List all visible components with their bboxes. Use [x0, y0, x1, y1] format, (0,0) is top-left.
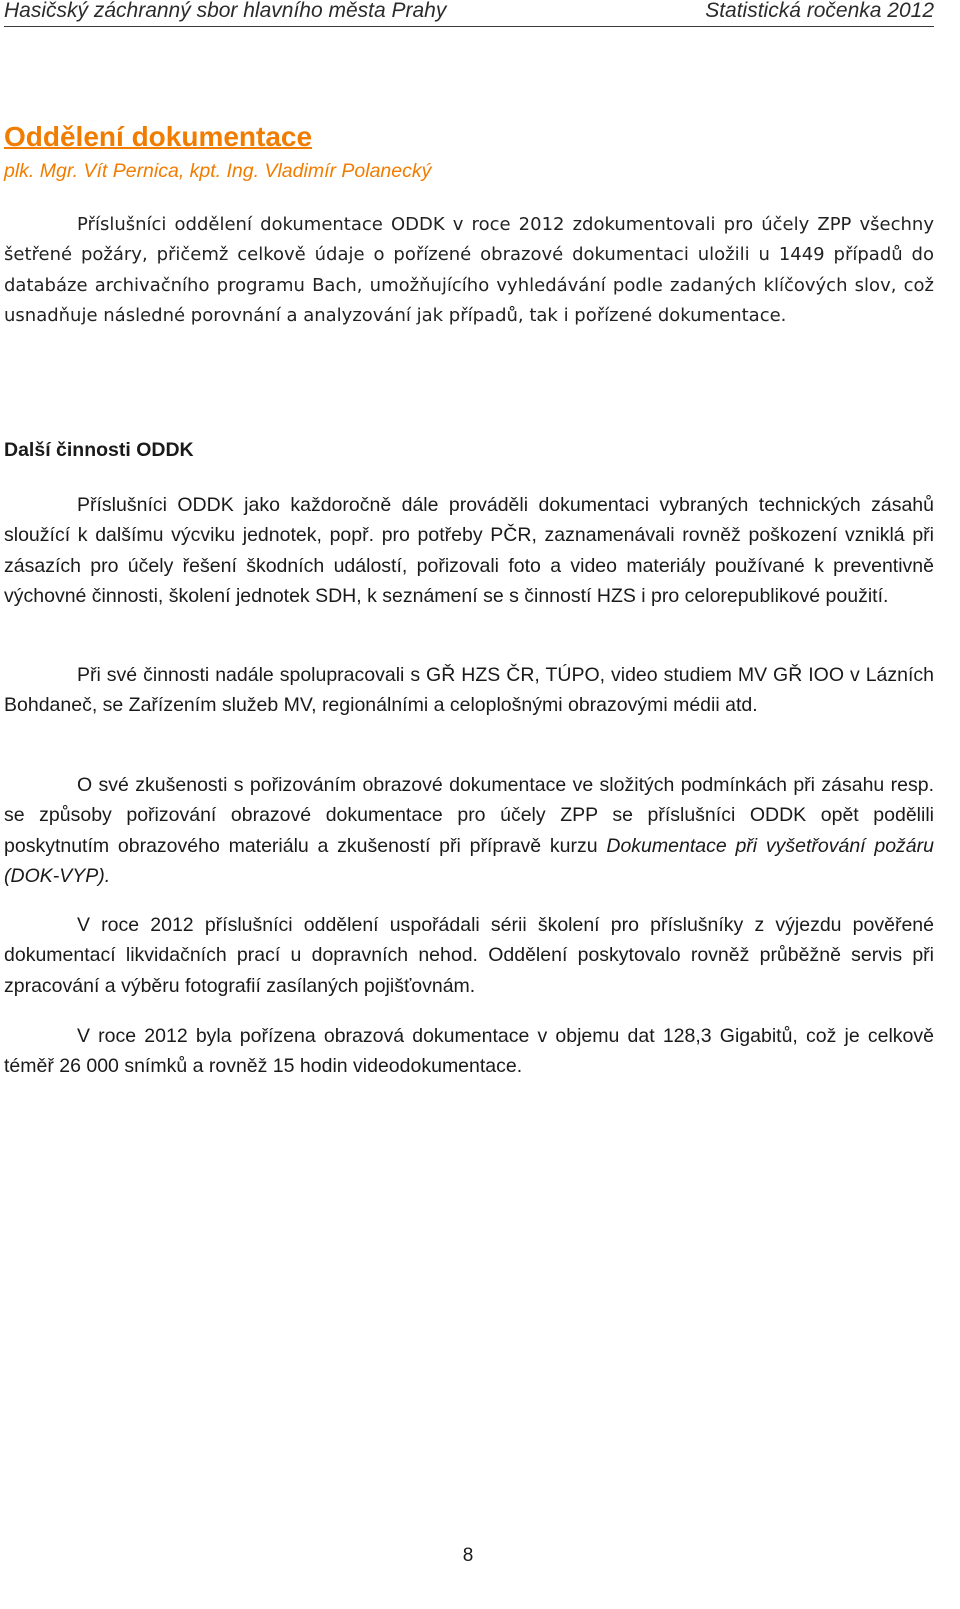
header-publication: Statistická ročenka 2012: [705, 0, 934, 22]
header-organization: Hasičský záchranný sbor hlavního města Prahy: [4, 0, 447, 22]
paragraph-training: V roce 2012 příslušníci oddělení uspořádali sérii školení pro příslušníky z výjezdu pověřené dokumentací likvidačních prací u dopravních nehod. Oddělení poskytovalo rovněž průběžně servis při zpracování a výběru fotografií zasílaných pojišťovnám.: [4, 914, 934, 997]
paragraph-experience: [4, 770, 934, 891]
page-number: 8: [462, 1545, 474, 1566]
paragraph-cooperation: Při své činnosti nadále spolupracovali s GŘ HZS ČR, TÚPO, video studiem MV GŘ IOO v Lázních Bohdaneč, se Zařízením služeb MV, regionálními a celoplošnými obrazovými médii atd.: [4, 664, 934, 717]
running-header: [4, 0, 934, 27]
paragraph-technical-interventions: Příslušníci ODDK jako každoročně dále prováděli dokumentaci vybraných technických zásahů sloužící k dalšímu výcviku jednotek, popř. pro potřeby PČR, zaznamenávali rovněž poškození vzniklá při zásazích pro účely řešení škodních událostí, pořizovali foto a video materiály používané k preventivně výchovné činnosti, školení jednotek SDH, k seznámení se s činností HZS i pro celorepublikové použití.: [4, 494, 934, 607]
paragraph-data-volume: V roce 2012 byla pořízena obrazová dokumentace v objemu dat 128,3 Gigabitů, což je celkově téměř 26 000 snímků a rovněž 15 hodin videodokumentace.: [4, 1025, 934, 1078]
section-title: Oddělení dokumentace: [4, 121, 313, 152]
subheading-other-activities: Další činnosti ODDK: [4, 439, 194, 461]
paragraph-experience-text: O své zkušenosti s pořizováním obrazové dokumentace ve složitých podmínkách při zásahu resp. se způsoby pořizování obrazové dokumentace pro účely ZPP se příslušníci ODDK opět podělili poskytnutím obrazového materiálu a zkušeností při přípravě kurzu: [4, 774, 934, 857]
section-authors: plk. Mgr. Vít Pernica, kpt. Ing. Vladimír Polanecký: [4, 160, 432, 182]
course-title: Dokumentace při vyšetřování požáru (DOK-VYP).: [4, 834, 934, 887]
intro-paragraph: Příslušníci oddělení dokumentace ODDK v roce 2012 zdokumentovali pro účely ZPP všechny šetřené požáry, přičemž celkově údaje o pořízené obrazové dokumentaci uložili u 1449 případů do databáze archivačního programu Bach, umožňujícího vyhledávání podle zadaných klíčových slov, což usnadňuje následné porovnání a analyzování jak případů, tak i pořízené dokumentace.: [4, 214, 934, 326]
